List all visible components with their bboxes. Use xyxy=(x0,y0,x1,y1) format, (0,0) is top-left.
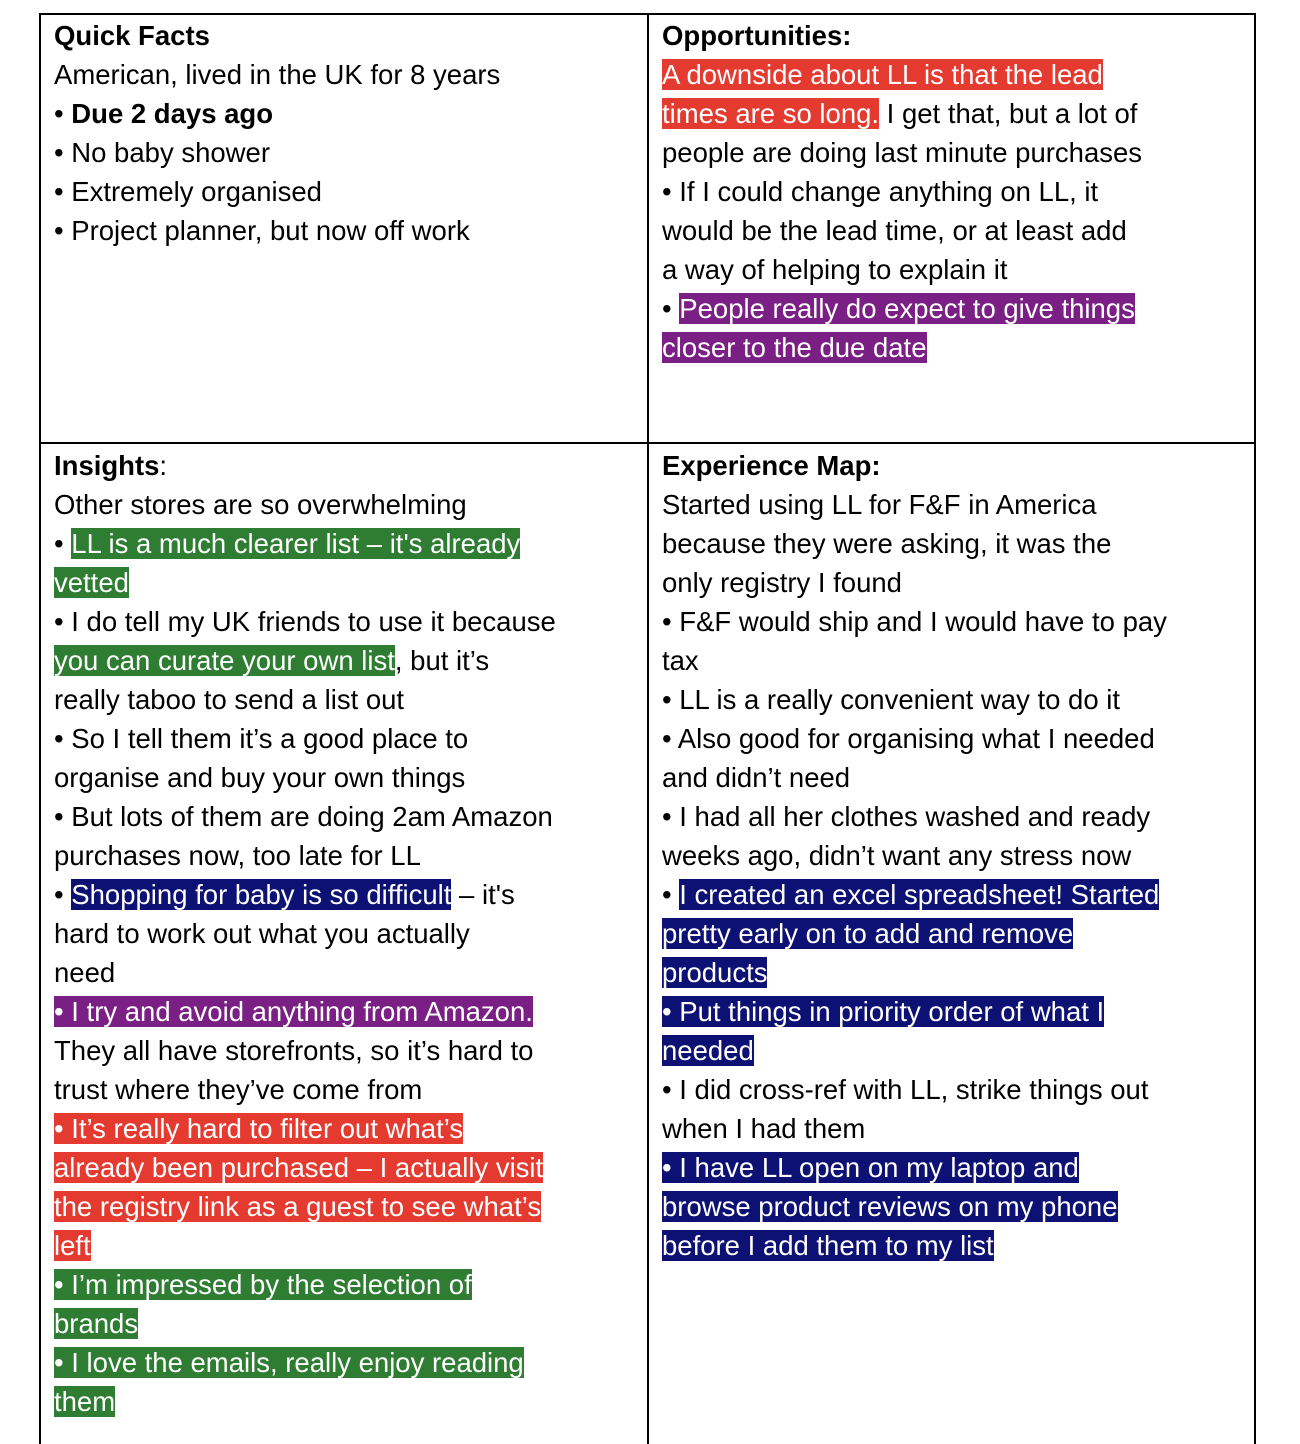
experience-map-line: weeks ago, didn’t want any stress now xyxy=(662,840,1132,871)
insights-line: really taboo to send a list out xyxy=(54,684,405,715)
highlight-red: times are so long. xyxy=(662,98,880,129)
opportunities-line: a way of helping to explain it xyxy=(662,254,1008,285)
highlight-red: • It’s really hard to filter out what’s xyxy=(54,1113,464,1144)
highlight-navy: products xyxy=(662,957,768,988)
insights-line: need xyxy=(54,957,116,988)
quick-facts-cell xyxy=(54,16,634,250)
opportunities-title: Opportunities: xyxy=(662,20,852,51)
insights-line xyxy=(54,1343,634,1382)
highlight-navy: before I add them to my list xyxy=(662,1230,994,1261)
experience-map-line xyxy=(662,914,1242,953)
experience-map-line: because they were asking, it was the xyxy=(662,528,1112,559)
experience-map-line xyxy=(662,953,1242,992)
insights-title: Insights xyxy=(54,450,160,481)
insights-cell xyxy=(54,446,634,1421)
opportunities-line xyxy=(662,55,1242,94)
insights-line xyxy=(54,1148,634,1187)
experience-map-line: • I had all her clothes washed and ready xyxy=(662,801,1151,832)
highlight-green: LL is a much clearer list – it's already xyxy=(71,528,521,559)
highlight-purple: • I try and avoid anything from Amazon. xyxy=(54,996,533,1027)
insights-line: • But lots of them are doing 2am Amazon xyxy=(54,801,553,832)
experience-map-line: • I did cross-ref with LL, strike things out xyxy=(662,1074,1149,1105)
opportunities-line: people are doing last minute purchases xyxy=(662,137,1143,168)
opportunities-line: • People really do expect to give things xyxy=(662,293,1135,324)
quick-facts-line: American, lived in the UK for 8 years xyxy=(54,59,501,90)
due-date-fact: Due 2 days ago xyxy=(71,98,274,129)
experience-map-title: Experience Map: xyxy=(662,450,881,481)
quick-facts-line: • Project planner, but now off work xyxy=(54,215,470,246)
highlight-green: • I love the emails, really enjoy reading xyxy=(54,1347,524,1378)
experience-map-line: • F&F would ship and I would have to pay xyxy=(662,606,1167,637)
quick-facts-line: • No baby shower xyxy=(54,137,270,168)
insights-line xyxy=(54,1226,634,1265)
experience-map-line xyxy=(662,1031,1242,1070)
insights-line: hard to work out what you actually xyxy=(54,918,470,949)
insights-line: Other stores are so overwhelming xyxy=(54,489,467,520)
quick-facts-line: • Due 2 days ago xyxy=(54,98,274,129)
row-divider xyxy=(41,442,1254,444)
highlight-red: left xyxy=(54,1230,91,1261)
highlight-navy: • Put things in priority order of what I xyxy=(662,996,1105,1027)
experience-map-line: Started using LL for F&F in America xyxy=(662,489,1097,520)
insights-title-line: Insights: xyxy=(54,450,168,481)
insights-line xyxy=(54,1109,634,1148)
opportunities-line: times are so long. I get that, but a lot of xyxy=(662,98,1138,129)
quick-facts-line: • Extremely organised xyxy=(54,176,322,207)
insights-line xyxy=(54,1187,634,1226)
insights-line xyxy=(54,992,634,1031)
experience-map-line xyxy=(662,1148,1242,1187)
experience-map-line xyxy=(662,1187,1242,1226)
experience-map-line: when I had them xyxy=(662,1113,866,1144)
highlight-red: A downside about LL is that the lead xyxy=(662,59,1103,90)
highlight-green: vetted xyxy=(54,567,129,598)
experience-map-cell xyxy=(662,446,1242,1265)
highlight-green: • I’m impressed by the selection of xyxy=(54,1269,472,1300)
insights-line: trust where they’ve come from xyxy=(54,1074,423,1105)
highlight-navy: Shopping for baby is so difficult xyxy=(71,879,452,910)
experience-map-line: only registry I found xyxy=(662,567,902,598)
insights-line xyxy=(54,1304,634,1343)
insights-line xyxy=(54,1382,634,1421)
opportunities-line: would be the lead time, or at least add xyxy=(662,215,1127,246)
insights-line xyxy=(54,563,634,602)
highlight-navy: I created an excel spreadsheet! Started xyxy=(679,879,1160,910)
experience-map-line: tax xyxy=(662,645,699,676)
persona-grid xyxy=(39,13,1256,1444)
experience-map-line xyxy=(662,1226,1242,1265)
insights-line: • So I tell them it’s a good place to xyxy=(54,723,469,754)
experience-map-line xyxy=(662,992,1242,1031)
insights-line xyxy=(54,1265,634,1304)
highlight-red: the registry link as a guest to see what’s xyxy=(54,1191,542,1222)
insights-line: purchases now, too late for LL xyxy=(54,840,421,871)
highlight-red: already been purchased – I actually visit xyxy=(54,1152,544,1183)
insights-line: you can curate your own list, but it’s xyxy=(54,645,490,676)
highlight-navy: browse product reviews on my phone xyxy=(662,1191,1118,1222)
experience-map-line: • LL is a really convenient way to do it xyxy=(662,684,1121,715)
highlight-navy: pretty early on to add and remove xyxy=(662,918,1074,949)
insights-line: They all have storefronts, so it’s hard to xyxy=(54,1035,534,1066)
insights-line: • Shopping for baby is so difficult – it's xyxy=(54,879,515,910)
highlight-purple: closer to the due date xyxy=(662,332,927,363)
experience-map-line: and didn’t need xyxy=(662,762,851,793)
opportunities-cell xyxy=(662,16,1242,367)
insights-line: • LL is a much clearer list – it's already xyxy=(54,528,521,559)
column-divider xyxy=(647,15,649,1444)
highlight-navy: needed xyxy=(662,1035,754,1066)
highlight-navy: • I have LL open on my laptop and xyxy=(662,1152,1079,1183)
highlight-green: you can curate your own list xyxy=(54,645,395,676)
experience-map-line: • I created an excel spreadsheet! Started xyxy=(662,879,1160,910)
opportunities-line xyxy=(662,328,1242,367)
experience-map-line: • Also good for organising what I needed xyxy=(662,723,1155,754)
highlight-purple: People really do expect to give things xyxy=(679,293,1135,324)
opportunities-line: • If I could change anything on LL, it xyxy=(662,176,1099,207)
quick-facts-title: Quick Facts xyxy=(54,20,210,51)
insights-line: • I do tell my UK friends to use it because xyxy=(54,606,556,637)
highlight-green: them xyxy=(54,1386,116,1417)
insights-line: organise and buy your own things xyxy=(54,762,466,793)
highlight-green: brands xyxy=(54,1308,139,1339)
